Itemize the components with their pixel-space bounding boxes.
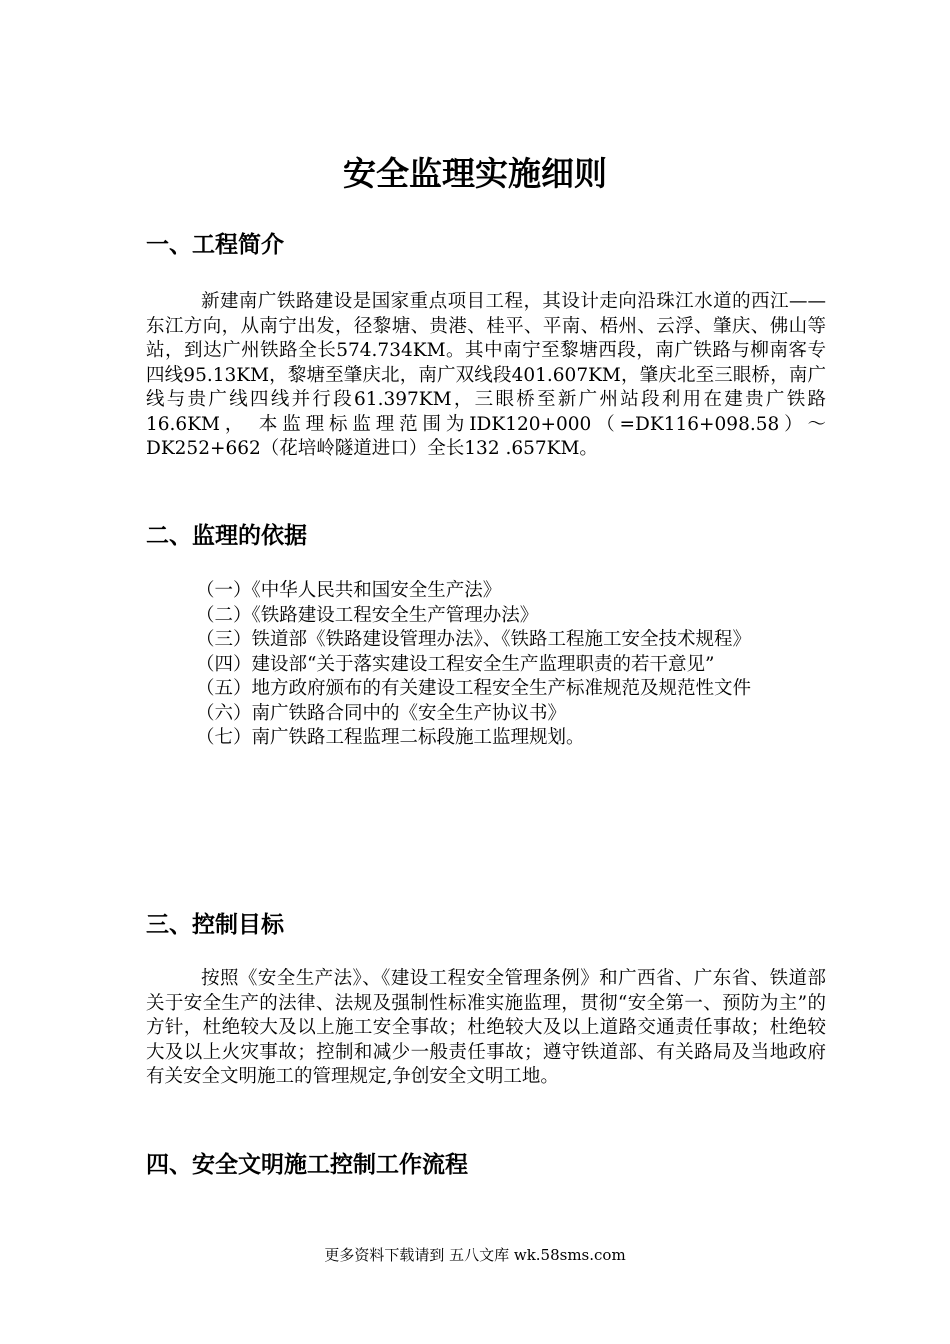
basis-list xyxy=(146,579,826,751)
page-footer: 更多资料下载请到 五八文库 wk.58sms.com xyxy=(324,1246,626,1264)
section-paragraph-goals: 按照《安全生产法》、《建设工程安全管理条例》和广西省、广东省、铁道部关于安全生产的法律、法规及强制性标准实施监理，贯彻“安全第一、预防为主”的方针，杜绝较大及以上施工安全事故；杜绝较大及以上道路交通责任事故；杜绝较大及以上火灾事故；控制和减少一般责任事故；遵守铁道部、有关路局及当地政府有关安全文明施工的管理规定,争创安全文明工地。 xyxy=(146,968,826,1087)
list-item: （七）南广铁路工程监理二标段施工监理规划。 xyxy=(196,727,585,748)
list-item: （二）《铁路建设工程安全生产管理办法》 xyxy=(196,604,539,626)
list-item: （四）建设部“关于落实建设工程安全生产监理职责的若干意见” xyxy=(196,653,715,675)
section-paragraph-overview: 新建南广铁路建设是国家重点项目工程，其设计走向沿珠江水道的西江——东江方向，从南宁出发，径黎塘、贵港、桂平、平南、梧州、云浮、肇庆、佛山等站，到达广州铁路全长574.734KM。其中南宁至黎塘西段，南广铁路与柳南客专四线95.13KM，黎塘至肇庆北，南广双线段401.607KM，肇庆北至三眼桥，南广线与贵广线四线并行段61.397KM，三眼桥至新广州站段利用在建贵广铁路16.6KM， 本监理标监理范围为IDK120+000（=DK116+098.58）～DK252+662（花培岭隧道进口）全长132 .657KM。 xyxy=(146,291,826,459)
section-heading-workflow: 四、安全文明施工控制工作流程 xyxy=(146,1152,468,1178)
section-heading-goals: 三、控制目标 xyxy=(146,912,284,938)
document-title: 安全监理实施细则 xyxy=(343,154,607,193)
list-item: （一）《中华人民共和国安全生产法》 xyxy=(196,580,502,601)
list-item: （五）地方政府颁布的有关建设工程安全生产标准规范及规范性文件 xyxy=(196,678,752,699)
section-heading-basis: 二、监理的依据 xyxy=(146,523,307,549)
list-item: （三）铁道部《铁路建设管理办法》、《铁路工程施工安全技术规程》 xyxy=(196,629,752,650)
section-heading-overview: 一、工程简介 xyxy=(146,232,284,258)
list-item: （六）南广铁路合同中的《安全生产协议书》 xyxy=(196,702,567,724)
